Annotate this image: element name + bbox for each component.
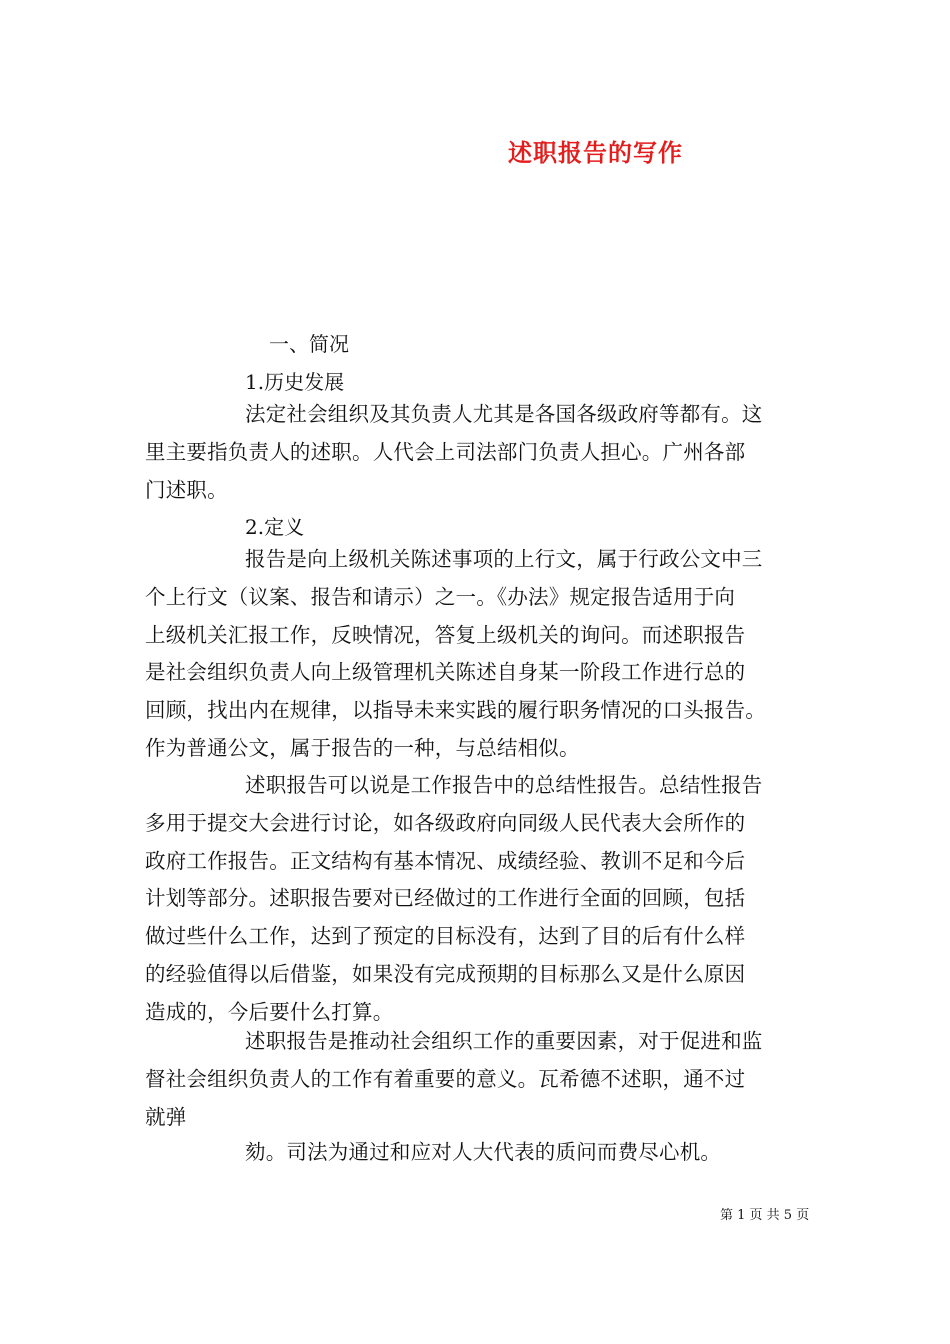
text-line: 门述职。	[145, 477, 228, 502]
subsection-heading-definition: 2.定义	[245, 515, 305, 539]
text-line: 造成的，今后要什么打算。	[145, 999, 394, 1024]
text-line: 法定社会组织及其负责人尤其是各国各级政府等都有。这	[245, 402, 763, 426]
text-line: 报告是向上级机关陈述事项的上行文，属于行政公文中三	[245, 547, 763, 571]
text-line: 多用于提交大会进行讨论，如各级政府向同级人民代表大会所作的	[145, 810, 746, 835]
text-line: 里主要指负责人的述职。人代会上司法部门负责人担心。广州各部	[145, 439, 746, 464]
document-title: 述职报告的写作	[508, 138, 683, 167]
text-line: 做过些什么工作，达到了预定的目标没有，达到了目的后有什么样	[145, 924, 746, 949]
text-line: 是社会组织负责人向上级管理机关陈述自身某一阶段工作进行总的	[145, 660, 746, 685]
text-line: 的经验值得以后借鉴，如果没有完成预期的目标那么又是什么原因	[145, 961, 746, 986]
paragraph-impeachment	[145, 1134, 810, 1172]
page-number-footer: 第 1 页 共 5 页	[720, 1208, 810, 1223]
text-line: 述职报告是推动社会组织工作的重要因素，对于促进和监	[245, 1029, 763, 1053]
subsection-heading-history: 1.历史发展	[245, 370, 345, 394]
text-line: 述职报告可以说是工作报告中的总结性报告。总结性报告	[245, 773, 763, 797]
text-line: 督社会组织负责人的工作有着重要的意义。瓦希德不述职，通不过	[145, 1066, 746, 1091]
paragraph-definition	[145, 541, 810, 768]
text-line: 政府工作报告。正文结构有基本情况、成绩经验、教训不足和今后	[145, 848, 746, 873]
text-line: 就弹	[145, 1104, 187, 1129]
text-line: 作为普通公文，属于报告的一种，与总结相似。	[145, 735, 580, 760]
text-line: 上级机关汇报工作，反映情况，答复上级机关的询问。而述职报告	[145, 622, 746, 647]
paragraph-importance	[145, 1023, 810, 1136]
text-line: 回顾，找出内在规律，以指导未来实践的履行职务情况的口头报告。	[145, 698, 766, 723]
text-line: 个上行文（议案、报告和请示）之一。《办法》规定报告适用于向	[145, 584, 736, 609]
text-line: 劾。司法为通过和应对人大代表的质问而费尽心机。	[245, 1140, 722, 1164]
paragraph-history	[145, 396, 810, 509]
paragraph-summary-report	[145, 767, 810, 1032]
text-line: 计划等部分。述职报告要对已经做过的工作进行全面的回顾，包括	[145, 886, 746, 911]
section-heading-overview: 一、简况	[269, 332, 349, 356]
